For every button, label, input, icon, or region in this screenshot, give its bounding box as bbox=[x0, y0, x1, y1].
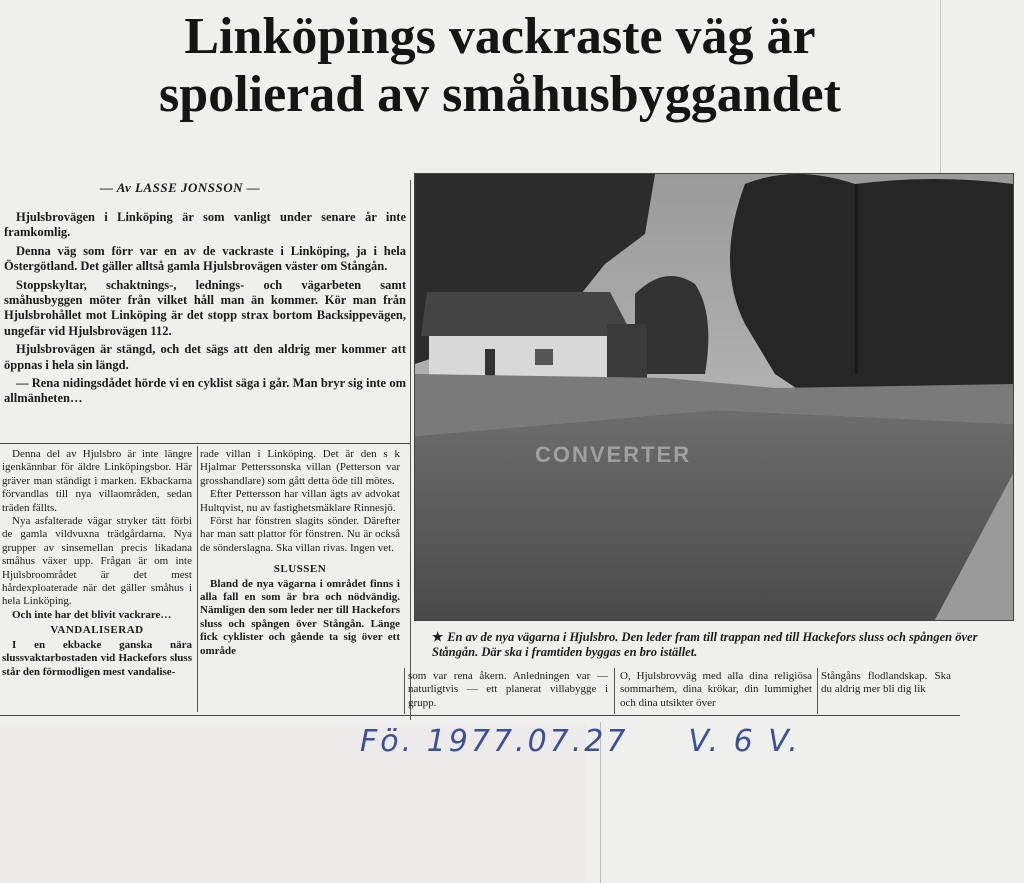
handwritten-date-annotation bbox=[360, 724, 801, 759]
subheading-vandaliserad: VANDALISERAD bbox=[50, 624, 144, 637]
article-byline: — Av LASSE JONSSON — bbox=[100, 180, 261, 195]
headline-line-2: spolierad av småhusbyggandet bbox=[159, 66, 841, 123]
headline-line-1: Linköpings vackraste väg är bbox=[184, 8, 816, 65]
column-paragraph: som var rena åkern. Anledningen var — naturligtvis — ett planerat villabygge i grupp. bbox=[408, 670, 608, 709]
intro-paragraph: — Rena nidingsdådet hörde vi en cyklist säga i går. Man bryr sig inte om allmänheten… bbox=[4, 376, 406, 406]
column-divider bbox=[614, 668, 615, 714]
caption-text: En av de nya vägarna i Hjulsbro. Den leder fram till trappan ned till Hackefors sluss och spången över Stångån. Där ska i framtiden byggas en bro istället. bbox=[432, 630, 978, 659]
article-column-5 bbox=[821, 670, 951, 697]
article-bottom-rule bbox=[0, 715, 960, 716]
article-photo bbox=[414, 173, 1014, 621]
adjacent-column-ghost bbox=[940, 0, 1024, 180]
column-paragraph: I en ekbacke ganska nära slussvaktarbostaden vid Hackefors sluss står den förmodligen mest vandalise- bbox=[2, 638, 192, 678]
article-intro bbox=[4, 210, 406, 410]
photo-caption bbox=[432, 630, 1022, 660]
intro-paragraph: Denna väg som förr var en av de vackraste i Linköping, ja i hela Östergötland. Det gäller alltså gamla Hjulsbrovägen väster om Stångån. bbox=[4, 243, 406, 274]
section-divider bbox=[0, 443, 410, 444]
column-divider bbox=[817, 668, 818, 714]
column-paragraph: Först har fönstren slagits sönder. Därefter har man satt plattor för fönstren. Nu är också de sönderslagna. Ska villan rivas. Ingen vet. bbox=[200, 515, 400, 554]
column-divider bbox=[404, 668, 405, 714]
column-paragraph: Denna del av Hjulsbro är inte längre igenkännbar för äldre Linköpingsbor. Här gräver man ständigt i marken. Ekbackarna förvandlas till nya villaområden, sedan träden fällts. bbox=[2, 448, 192, 514]
article-column-2 bbox=[200, 448, 400, 658]
intro-paragraph: Hjulsbrovägen är stängd, och det sägs att den aldrig mer kommer att öppnas i hela sin längd. bbox=[4, 342, 406, 372]
handwritten-date: Fö. 1977.07.27 bbox=[360, 724, 629, 759]
article-headline bbox=[60, 8, 940, 124]
article-column-3 bbox=[408, 670, 608, 710]
column-paragraph: Nya asfalterade vägar stryker tätt förbi de gamla vildvuxna trädgårdarna. Nya grupper av sinsemellan precis likadana småhus växer upp. Frågan är om inte Hjulsbroområdet är det mest hårdexploaterade när det gäller småhus i hela Linköping. bbox=[2, 515, 192, 608]
column-paragraph: rade villan i Linköping. Det är den s k Hjalmar Petterssonska villan (Petterson var grosshandlare) som gått detta öde till mötes. bbox=[200, 448, 400, 487]
column-paragraph: Och inte har det blivit vackrare… bbox=[12, 608, 172, 621]
watermark-text: CONVERTER bbox=[535, 442, 692, 467]
column-paragraph: Efter Pettersson har villan ägts av advokat Hultqvist, nu av fastighetsmäklare Rinnesjö. bbox=[200, 488, 400, 514]
intro-paragraph: Stoppskyltar, schaktnings-, lednings- och vägarbeten samt småhusbyggen möter från vilket håll man än kommer. Kör man från Hjulsbrohållet mot Linköping är det stopp strax bortom Backsippevägen, ungefär vid Hjulsbrovägen 112. bbox=[4, 277, 406, 338]
star-icon: ★ bbox=[432, 630, 444, 644]
handwritten-initials: V. 6 V. bbox=[688, 724, 801, 759]
column-paragraph: Stångåns flodlandskap. Ska du aldrig mer bli dig lik bbox=[821, 670, 951, 696]
column-divider bbox=[197, 446, 198, 712]
column-paragraph: Bland de nya vägarna i området finns i alla fall en som är bra och nödvändig. Nämligen den som leder ner till Hackefors sluss och spången över Stångån. Länge fick cyklister och gående ta sig över ett område bbox=[200, 577, 400, 657]
article-column-1 bbox=[2, 448, 192, 679]
photo-road-house bbox=[415, 174, 1013, 620]
article-column-4 bbox=[620, 670, 812, 710]
column-divider bbox=[410, 180, 411, 720]
column-paragraph: O, Hjulsbrovväg med alla dina religiösa sommarhem, dina krökar, din lummighet och dina utsikter över bbox=[620, 670, 812, 709]
intro-paragraph: Hjulsbrovägen i Linköping är som vanligt under senare år inte framkomlig. bbox=[4, 210, 406, 240]
subheading-slussen: SLUSSEN bbox=[273, 563, 327, 576]
